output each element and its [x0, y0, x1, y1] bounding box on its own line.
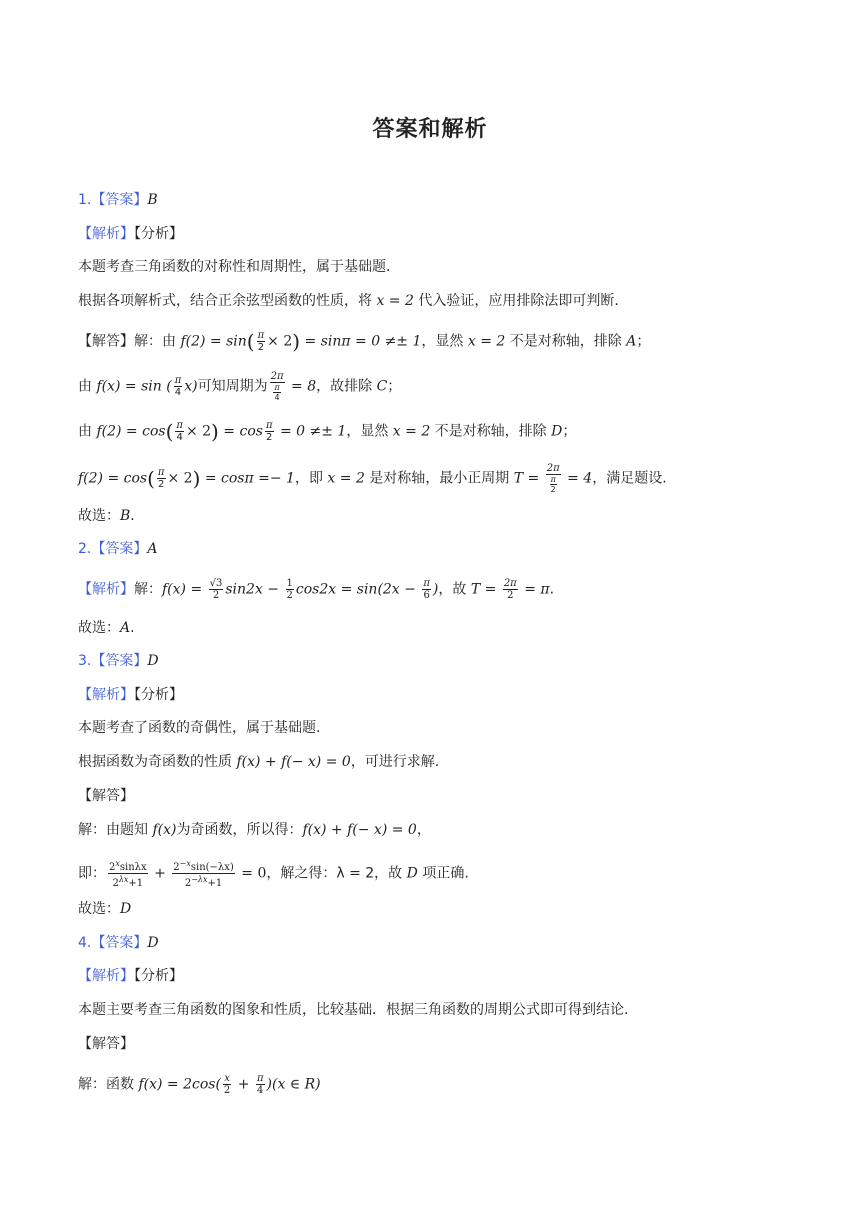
- fraction: [108, 858, 148, 889]
- q1-line-1: 本题考查三角函数的对称性和周期性，属于基础题.: [78, 259, 391, 275]
- q4-line-1: 本题主要考查三角函数的图象和性质，比较基础．根据三角函数的周期公式即可得到结论.: [78, 1002, 629, 1018]
- den: 6: [423, 590, 430, 601]
- q2-choice: [78, 618, 135, 638]
- math: = 4: [562, 470, 593, 487]
- den: 2: [209, 589, 224, 601]
- q3-answer-line: [78, 651, 159, 671]
- fraction: [265, 420, 274, 443]
- fraction: [422, 578, 431, 601]
- den: [270, 382, 285, 402]
- q4-answer-tag: 【答案】: [91, 935, 148, 951]
- text: 解：: [134, 581, 162, 598]
- q1-line-3: [78, 330, 650, 353]
- q1-jiexi-tag: 【解析】: [78, 226, 134, 242]
- text: 根据各项解析式，结合正余弦型函数的性质，将: [78, 293, 377, 309]
- text: ，故: [438, 581, 471, 598]
- nested-fraction: [273, 383, 280, 402]
- math: f(x) = sin (: [96, 378, 172, 395]
- text: 不是对称轴，排除: [505, 333, 627, 350]
- q3-line-1: 本题考查了函数的奇偶性，属于基础题.: [78, 720, 321, 736]
- num: π: [176, 420, 183, 431]
- num: π: [550, 475, 556, 484]
- q1-jieda-tag: 【解答】: [78, 333, 134, 350]
- paren: (: [246, 329, 255, 354]
- text: ；: [387, 378, 402, 395]
- text: ；: [562, 423, 577, 440]
- math: f(x): [152, 822, 177, 838]
- q3-line-4: [78, 858, 469, 889]
- q1-fenxi-tag: 【分析】: [134, 226, 183, 242]
- num: $2^{-x}\sin(-\lambda x)$: [173, 859, 234, 873]
- fraction: [546, 463, 561, 494]
- math: ): [432, 581, 439, 598]
- text: 解：由: [134, 333, 181, 350]
- text: ，显然: [421, 333, 468, 350]
- math: D: [551, 423, 563, 440]
- math: = cos: [218, 423, 263, 440]
- num: π: [257, 330, 265, 341]
- den: [546, 474, 561, 494]
- q4-number: 4.: [78, 935, 92, 951]
- den: 2: [158, 479, 165, 490]
- math: x): [184, 378, 198, 395]
- math: f(x) + f(− x) = 0: [236, 754, 351, 770]
- num: π: [423, 578, 430, 589]
- math: x = 2: [392, 423, 431, 440]
- q1-line-2: [78, 291, 619, 311]
- q4-fenxi-tag: 【分析】: [134, 968, 183, 984]
- text: 可知周期为: [197, 378, 268, 395]
- num: √3: [209, 578, 223, 589]
- math: × 2: [267, 333, 293, 350]
- q2-jiexi-tag: 【解析】: [78, 581, 134, 598]
- math: = 0 ≠± 1: [275, 423, 347, 440]
- q3-line-3: [78, 820, 431, 840]
- math: cos2x = sin(2x −: [295, 581, 421, 598]
- q1-answer: B: [147, 192, 158, 208]
- q3-analysis-tags: [78, 685, 183, 705]
- math: +: [149, 865, 171, 882]
- paren: ): [292, 329, 301, 354]
- text: 由: [78, 423, 97, 440]
- math: T =: [470, 581, 501, 598]
- paren: (: [165, 419, 174, 444]
- paren: (: [147, 466, 155, 491]
- den: 4: [176, 432, 183, 443]
- den: $2^{\lambda x}+1$: [108, 873, 148, 889]
- math: = sinπ = 0 ≠± 1: [300, 333, 422, 350]
- text: ，显然: [346, 423, 393, 440]
- math: D: [406, 865, 418, 882]
- num: π: [274, 383, 280, 392]
- q3-jiexi-tag: 【解析】: [78, 687, 134, 703]
- paren: ): [211, 419, 219, 444]
- q1-line-4: [78, 371, 401, 402]
- den: $2^{-\lambda x}+1$: [172, 873, 235, 889]
- den: 2: [223, 1085, 231, 1096]
- num: 2π: [503, 578, 517, 589]
- text: 为奇函数，所以得：: [176, 822, 303, 838]
- fraction: [157, 467, 166, 490]
- text: 故选：: [78, 508, 120, 524]
- q1-analysis-tags: [78, 224, 183, 244]
- den: 2: [257, 342, 265, 353]
- num: π: [157, 467, 165, 478]
- den: 4: [174, 387, 182, 398]
- fraction: [172, 858, 235, 889]
- fraction: [223, 1073, 231, 1096]
- fraction: [286, 578, 294, 601]
- math: f(2) = sin: [180, 333, 247, 350]
- q3-answer-tag: 【答案】: [91, 653, 148, 669]
- math: × 2: [185, 423, 212, 440]
- q1-answer-line: [78, 190, 158, 210]
- math: = 0: [236, 865, 267, 882]
- text: ，解之得：λ = 2，故: [266, 865, 407, 882]
- math: A: [120, 620, 131, 636]
- math: = π: [519, 581, 550, 598]
- math: x = 2: [467, 333, 506, 350]
- den: 2: [503, 589, 518, 601]
- math: f(x) = 2cos(: [138, 1076, 221, 1093]
- fraction: [175, 420, 184, 443]
- den: 2: [286, 590, 293, 601]
- text: 项正确.: [417, 865, 469, 882]
- q1-number: 1.: [78, 192, 92, 208]
- den: 4: [257, 1085, 264, 1096]
- math: x = 2: [376, 293, 414, 309]
- math: x = 2: [327, 470, 365, 487]
- text: 根据函数为奇函数的性质: [78, 754, 237, 770]
- q3-answer: D: [147, 653, 159, 669]
- fraction: [209, 578, 224, 601]
- q3-number: 3.: [78, 653, 92, 669]
- text: 解：由题知: [78, 822, 153, 838]
- math: C: [376, 378, 388, 395]
- q1-answer-tag: 【答案】: [91, 192, 148, 208]
- q1-line-5: [78, 420, 576, 443]
- math: f(2) = cos: [78, 470, 148, 487]
- q1-choice: [78, 506, 135, 526]
- num: 2$^x$sinλx: [109, 859, 147, 873]
- math: D: [120, 901, 132, 917]
- math: f(2) = cos: [96, 423, 166, 440]
- math: T =: [513, 470, 544, 487]
- text: ；: [636, 333, 651, 350]
- q2-number: 2.: [78, 541, 92, 557]
- math: )(x ∈ R): [266, 1076, 321, 1093]
- den: 2: [266, 432, 273, 443]
- q4-answer: D: [147, 935, 159, 951]
- fraction: [270, 371, 285, 402]
- text: 不是对称轴，排除: [430, 423, 552, 440]
- num: π: [256, 1073, 264, 1084]
- q4-line-2: [78, 1073, 321, 1096]
- math: +: [233, 1076, 254, 1093]
- fraction: [503, 578, 518, 601]
- num: π: [265, 420, 273, 431]
- paren: ): [192, 466, 201, 491]
- text: ，满足题设.: [592, 470, 667, 487]
- math: A: [626, 333, 637, 350]
- math: B: [120, 508, 131, 524]
- num: 2π: [546, 463, 560, 474]
- text: 即：: [78, 865, 106, 882]
- num: 2π: [270, 371, 284, 382]
- text: 故选：: [78, 620, 120, 636]
- q3-jieda-tag: 【解答】: [78, 788, 134, 804]
- q2-line-1: [78, 578, 554, 601]
- q1-line-6: [78, 463, 667, 494]
- math: f(x) + f(− x) = 0: [302, 822, 417, 838]
- text: 代入验证，应用排除法即可判断.: [413, 293, 619, 309]
- q3-choice: [78, 899, 131, 919]
- math: = 8: [286, 378, 317, 395]
- text: ，可进行求解.: [350, 754, 440, 770]
- fraction: [174, 375, 183, 398]
- text: ，故排除: [316, 378, 377, 395]
- text: 解：函数: [78, 1076, 139, 1093]
- text: 是对称轴，最小正周期: [364, 470, 514, 487]
- fraction: [257, 330, 266, 353]
- q4-analysis-tags: [78, 966, 183, 986]
- text: .: [130, 508, 135, 524]
- num: π: [174, 375, 182, 386]
- fraction: [256, 1073, 265, 1096]
- q3-fenxi-tag: 【分析】: [134, 687, 183, 703]
- text: .: [549, 581, 555, 598]
- den: 4: [274, 393, 280, 402]
- num: 1: [286, 578, 293, 589]
- text: 由: [78, 378, 97, 395]
- q2-answer: A: [147, 541, 158, 557]
- q4-jieda-tag: 【解答】: [78, 1036, 134, 1052]
- q3-line-2: [78, 752, 439, 772]
- math: f(x) =: [162, 581, 207, 598]
- q4-answer-line: [78, 933, 159, 953]
- page-title: 答案和解析: [372, 117, 488, 142]
- math: = cosπ =− 1: [200, 470, 295, 487]
- num: x: [224, 1073, 230, 1084]
- q4-jiexi-tag: 【解析】: [78, 968, 134, 984]
- text: ，: [416, 822, 431, 838]
- text: ，即: [294, 470, 328, 487]
- math: sin2x −: [225, 581, 284, 598]
- den: 2: [550, 485, 556, 494]
- text: .: [130, 620, 135, 636]
- q2-answer-line: [78, 539, 157, 559]
- q2-answer-tag: 【答案】: [91, 541, 148, 557]
- text: 故选：: [78, 901, 120, 917]
- math: × 2: [167, 470, 193, 487]
- nested-fraction: [550, 475, 557, 494]
